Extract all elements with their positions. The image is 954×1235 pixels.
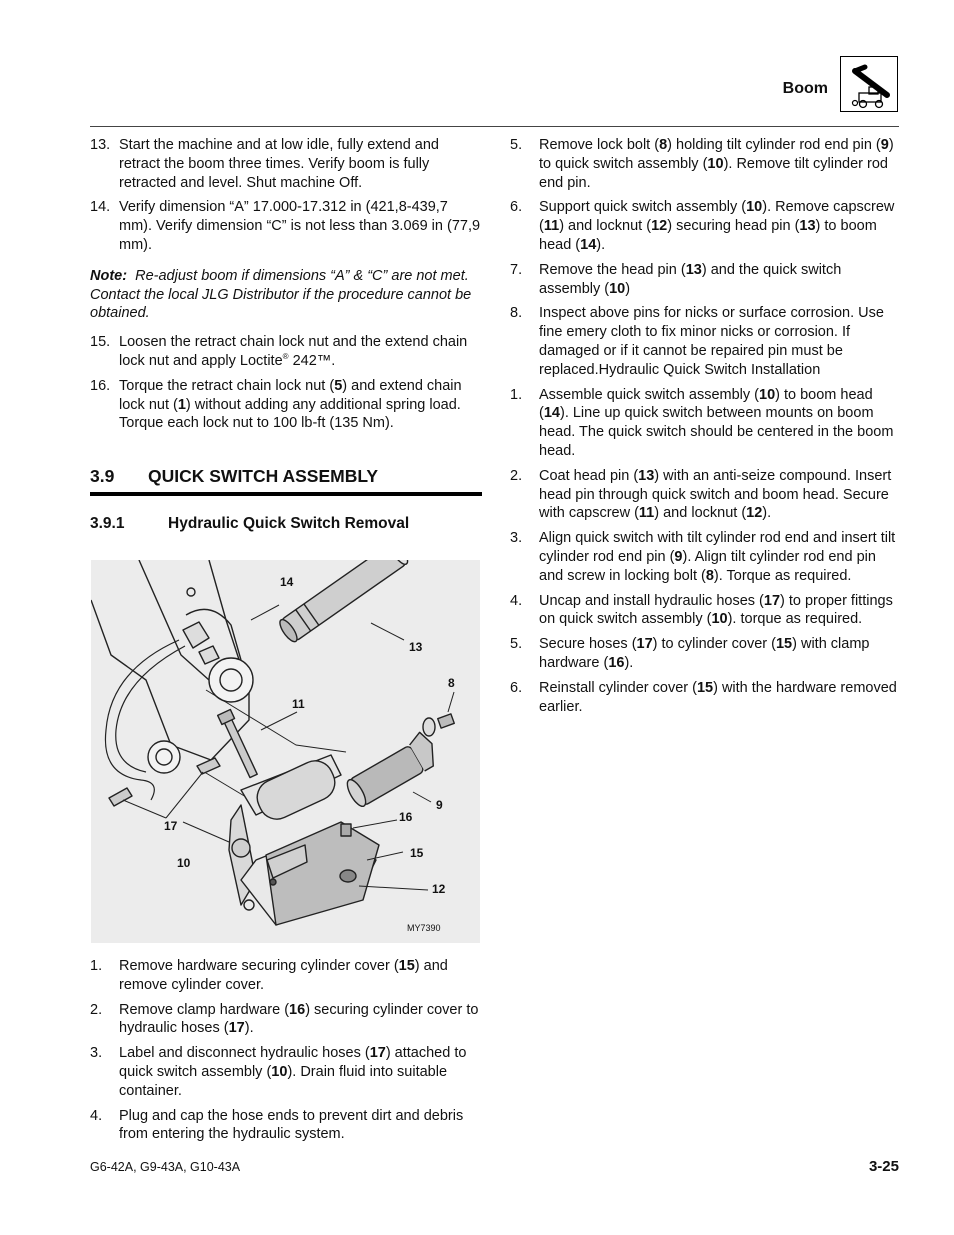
step-number: 3. [510, 530, 523, 547]
right-column [510, 136, 902, 722]
callout-9: 9 [436, 798, 443, 812]
step-text-part: Start the machine and at low idle, fully extend and retract the boom three times. Verify boom is fully retracted and level. Shut machine Off. [119, 137, 439, 191]
step-text-part: ). [596, 236, 606, 253]
step-text-part: ) with the hardware removed earlier. [539, 679, 897, 715]
step-text [539, 305, 884, 377]
item-reference: 10 [711, 611, 728, 628]
step-text [119, 334, 467, 369]
step-text [539, 387, 893, 459]
item-reference: 10 [746, 199, 763, 216]
subsection-number: 3.9.1 [90, 515, 125, 532]
item-reference: 15 [696, 679, 714, 696]
step-item [90, 957, 482, 995]
item-reference: 10 [759, 386, 776, 403]
footer-models: G6-42A, G9-43A, G10-43A [90, 1160, 241, 1174]
step-text-part: Secure hoses ( [539, 636, 637, 653]
step-text [119, 137, 439, 191]
left-column-top [90, 136, 482, 439]
step-number: 7. [510, 261, 523, 278]
step-text-part: ) to boom head ( [539, 386, 873, 422]
step-number: 4. [510, 592, 523, 609]
left-steps-list-b [90, 333, 482, 433]
step-text-part: ) attached to quick switch assembly ( [119, 1045, 467, 1080]
step-text-part: ) securing head pin ( [667, 218, 800, 235]
step-number: 16. [90, 377, 111, 394]
step-text-part: ). Remove capscrew ( [539, 199, 895, 235]
item-reference: 16 [608, 654, 625, 671]
step-number: 6. [510, 199, 523, 216]
step-number: 1. [90, 958, 103, 974]
step-item [90, 1044, 482, 1100]
step-item [90, 1001, 482, 1039]
step-text-part: Plug and cap the hose ends to prevent dirt and debris from entering the hydraulic system. [119, 1107, 464, 1143]
step-text-part: Torque the retract chain lock nut ( [119, 377, 335, 394]
note [90, 267, 482, 323]
step-text [539, 636, 869, 671]
step-item [90, 377, 482, 433]
step-text [539, 593, 893, 628]
step-text-part: ). torque as required. [727, 611, 863, 628]
quick-switch-illustration [91, 560, 480, 943]
step-text-part: Inspect above pins for nicks or surface corrosion. Use fine emery cloth to fix minor nicks or corrosion. If damaged or if it cannot be repaired pin must be replaced.Hydraulic Quick Switch Installation [539, 305, 884, 378]
right-steps-list [510, 136, 902, 716]
step-text-part: ) with an anti-seize compound. Insert head pin through quick switch and boom head. Secure with capscrew ( [539, 467, 892, 522]
step-text-part: Reinstall cylinder cover ( [539, 679, 697, 696]
step-text-part: Remove lock bolt ( [539, 137, 660, 153]
step-item [510, 304, 902, 379]
step-item [510, 467, 902, 523]
step-number: 14. [90, 199, 111, 216]
callout-16: 16 [399, 810, 413, 824]
item-reference: 13 [685, 261, 702, 278]
callout-14: 14 [280, 575, 294, 589]
step-text [539, 680, 897, 715]
note-label: Note: [90, 267, 128, 284]
step-text [119, 1045, 466, 1099]
section-rule [90, 492, 482, 496]
step-text-part: ® [282, 352, 289, 362]
step-text-part: ) to proper fittings on quick switch assembly ( [539, 592, 893, 628]
item-reference: 10 [707, 155, 724, 172]
step-item [510, 386, 902, 461]
step-text [539, 468, 891, 522]
callout-12: 12 [432, 882, 446, 896]
step-text-part: Uncap and install hydraulic hoses ( [539, 592, 764, 609]
step-text [119, 199, 480, 253]
step-text-part: ). Remove tilt cylinder rod end pin. [539, 155, 888, 191]
item-reference: 10 [271, 1063, 288, 1080]
section-heading [90, 466, 482, 487]
step-text [539, 262, 841, 297]
step-item [510, 136, 902, 192]
left-steps-list [90, 136, 482, 255]
item-reference: 8 [659, 137, 668, 153]
section-number: 3.9 [90, 466, 115, 486]
step-number: 4. [90, 1107, 103, 1124]
callout-8: 8 [448, 676, 455, 690]
step-text-part: ). Align tilt cylinder rod end pin and screw in locking bolt ( [539, 548, 876, 584]
item-reference: 17 [369, 1045, 386, 1062]
step-item [510, 529, 902, 585]
step-number: 3. [90, 1045, 103, 1062]
step-item [90, 136, 482, 192]
step-number: 5. [510, 137, 523, 153]
step-item [90, 198, 482, 254]
item-reference: 17 [763, 592, 781, 609]
step-number: 5. [510, 636, 523, 653]
step-text-part: ). Drain fluid into suitable container. [119, 1063, 448, 1099]
step-text-part: ) with clamp hardware ( [539, 636, 870, 671]
step-text-part: 242™. [288, 352, 336, 369]
item-reference: 13 [638, 467, 655, 484]
step-text-part: ) to boom head ( [539, 218, 877, 253]
item-reference: 9 [674, 548, 683, 565]
step-text-part: ) and locknut ( [559, 218, 652, 235]
page-header-title: Boom [782, 80, 828, 97]
step-number: 1. [510, 386, 523, 403]
step-item [510, 198, 902, 254]
step-text-part: ) and the quick switch assembly ( [539, 261, 842, 297]
item-reference: 14 [543, 405, 560, 422]
step-text-part: Verify dimension “A” 17.000-17.312 in (421,8-439,7 mm). Verify dimension “C” is not less than 3.069 in (77,9 mm). [119, 199, 481, 253]
step-text-part: Remove hardware securing cylinder cover ( [119, 958, 399, 974]
callout-13: 13 [409, 640, 423, 654]
step-text-part: ) and extend chain lock nut ( [119, 377, 462, 413]
step-text-part: Remove clamp hardware ( [119, 1001, 290, 1018]
step-item [510, 679, 902, 717]
step-text [539, 137, 894, 191]
step-number: 15. [90, 334, 111, 351]
item-reference: 9 [880, 137, 889, 153]
callout-10: 10 [177, 856, 191, 870]
step-text-part: ) [625, 280, 631, 297]
callout-17: 17 [164, 819, 178, 833]
figure-id: MY7390 [407, 923, 441, 933]
item-reference: 11 [543, 218, 560, 235]
step-text-part: ) without adding any additional spring load. Torque each lock nut to 100 lb-ft (135 Nm). [119, 396, 461, 432]
item-reference: 5 [334, 377, 343, 394]
header-divider [90, 126, 899, 127]
step-number: 6. [510, 679, 523, 696]
step-text [119, 958, 448, 993]
item-reference: 15 [398, 958, 415, 974]
step-text-part: ). [244, 1020, 254, 1037]
item-reference: 10 [609, 280, 626, 297]
item-reference: 15 [775, 636, 793, 653]
step-text-part: ). Line up quick switch between mounts on boom head. The quick switch should be centered in the boom head. [539, 405, 894, 459]
step-text-part: ) and locknut ( [654, 505, 747, 522]
step-text-part: ). Torque as required. [713, 567, 852, 584]
step-text-part: Align quick switch with tilt cylinder rod end and insert tilt cylinder rod end pin ( [539, 530, 896, 565]
section-title: QUICK SWITCH ASSEMBLY [148, 466, 379, 486]
step-text-part: Coat head pin ( [539, 467, 639, 484]
step-text-part: Assemble quick switch assembly ( [539, 386, 759, 403]
step-number: 2. [510, 467, 523, 484]
subsection-heading [90, 515, 482, 533]
step-text [119, 1108, 463, 1143]
subsection-title: Hydraulic Quick Switch Removal [168, 515, 410, 532]
step-number: 2. [90, 1001, 103, 1018]
note-text: Re-adjust boom if dimensions “A” & “C” are not met. Contact the local JLG Distributor if the procedure cannot be obtained. [90, 267, 472, 322]
step-text [119, 378, 462, 432]
item-reference: 13 [799, 218, 816, 235]
callout-15: 15 [410, 846, 424, 860]
step-text-part: ) holding tilt cylinder rod end pin ( [667, 137, 881, 153]
page-number: 3-25 [868, 1158, 899, 1175]
step-text-part: Loosen the retract chain lock nut and the extend chain lock nut and apply Loctite [119, 334, 468, 369]
step-text-part: ) securing cylinder cover to hydraulic hoses ( [119, 1001, 479, 1037]
step-item [510, 635, 902, 673]
step-text-part: Support quick switch assembly ( [539, 199, 747, 216]
item-reference: 12 [651, 218, 668, 235]
item-reference: 14 [580, 236, 597, 253]
removal-steps-list [90, 957, 482, 1144]
step-text-part: ). [624, 654, 634, 671]
step-item [510, 261, 902, 299]
step-text-part: ) to cylinder cover ( [652, 636, 776, 653]
item-reference: 11 [638, 505, 655, 522]
step-item [90, 1107, 482, 1145]
step-text [539, 530, 895, 584]
step-text [119, 1002, 478, 1037]
step-item [90, 333, 482, 371]
step-number: 13. [90, 137, 111, 153]
left-column-bottom [90, 957, 482, 1150]
step-text-part: ) and remove cylinder cover. [119, 958, 448, 993]
step-text [539, 199, 894, 253]
step-text-part: ) to quick switch assembly ( [539, 137, 894, 172]
item-reference: 16 [289, 1001, 306, 1018]
item-reference: 12 [746, 505, 763, 522]
step-text-part: Label and disconnect hydraulic hoses ( [119, 1045, 370, 1062]
item-reference: 17 [636, 636, 653, 653]
callout-11: 11 [292, 697, 305, 711]
step-number: 8. [510, 305, 523, 322]
item-reference: 8 [705, 567, 714, 584]
item-reference: 1 [177, 396, 186, 413]
step-text-part: ). [762, 505, 772, 522]
boom-machine-icon [840, 56, 898, 112]
step-text-part: Remove the head pin ( [539, 261, 686, 278]
step-item [510, 592, 902, 630]
item-reference: 17 [228, 1020, 245, 1037]
